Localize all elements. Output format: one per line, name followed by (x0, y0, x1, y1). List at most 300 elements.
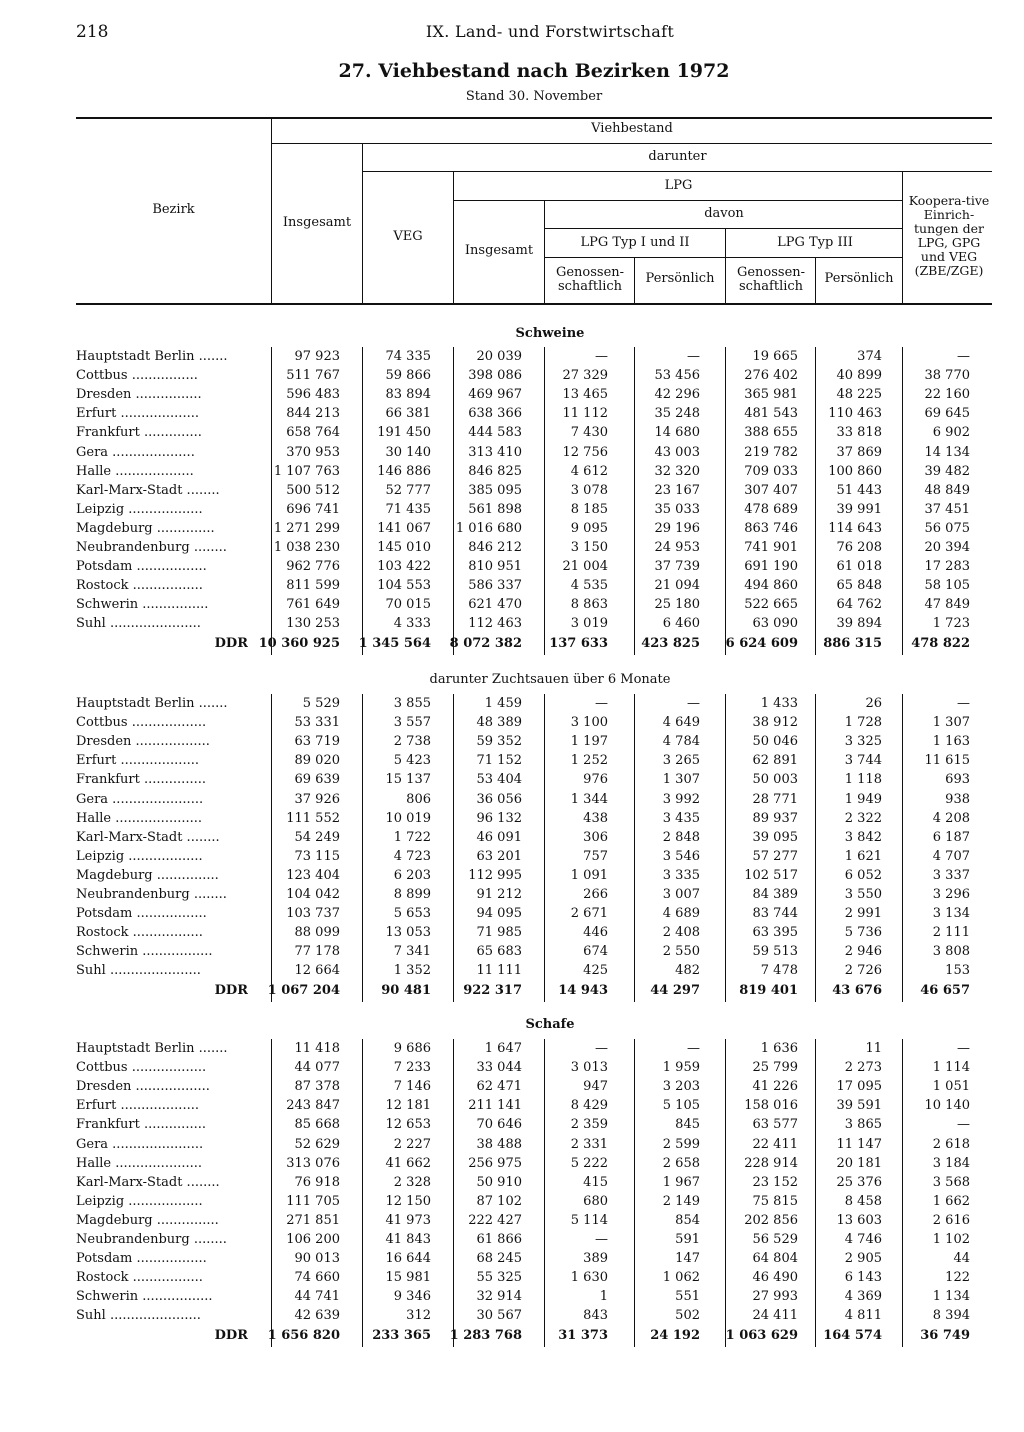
table-row (0, 1251, 1024, 1270)
cell-value: 806 (406, 791, 431, 807)
cell-value: 76 918 (294, 1174, 340, 1190)
cell-value: 222 427 (468, 1212, 522, 1228)
cell-value: 8 072 382 (449, 635, 522, 651)
cell-value: 2 550 (662, 944, 700, 960)
cell-value: 1 283 768 (449, 1327, 522, 1343)
cell-value: — (595, 349, 608, 364)
cell-value: 591 (675, 1232, 700, 1247)
cell-value: 1 118 (844, 772, 882, 788)
cell-value: 276 402 (744, 368, 798, 384)
cell-value: 596 483 (286, 387, 340, 403)
cell-value: 12 181 (385, 1098, 431, 1114)
cell-value: 36 056 (476, 791, 522, 807)
cell-value: 44 (953, 1251, 970, 1267)
cell-value: 313 076 (286, 1155, 340, 1171)
bezirk-name: Cottbus ................ (76, 368, 198, 384)
cell-value: 313 410 (468, 444, 522, 460)
cell-value: 271 851 (286, 1212, 340, 1228)
cell-value: 9 095 (570, 520, 608, 536)
table-row (0, 868, 1024, 887)
cell-value: 5 736 (844, 925, 882, 941)
table-row (0, 425, 1024, 444)
cell-value: 36 749 (920, 1327, 970, 1343)
cell-value: 2 671 (570, 906, 608, 922)
cell-value: 71 152 (476, 753, 522, 769)
cell-value: 7 478 (760, 963, 798, 979)
table-row (0, 1098, 1024, 1117)
cell-value: 42 296 (654, 387, 700, 403)
cell-value: 31 373 (558, 1327, 608, 1343)
cell-value: 23 167 (654, 482, 700, 498)
cell-value: 87 378 (294, 1079, 340, 1095)
cell-value: 83 744 (752, 906, 798, 922)
cell-value: 11 147 (836, 1136, 882, 1152)
cell-value: 843 (583, 1308, 608, 1324)
cell-value: 1 959 (662, 1060, 700, 1076)
cell-value: 103 422 (377, 559, 431, 575)
cell-value: 658 764 (286, 425, 340, 441)
cell-value: 53 456 (654, 368, 700, 384)
cell-value: 59 513 (752, 944, 798, 960)
cell-value: 561 898 (468, 501, 522, 517)
cell-value: 59 866 (385, 368, 431, 384)
cell-value: 21 004 (562, 559, 608, 575)
cell-value: 38 488 (476, 1136, 522, 1152)
bezirk-name: Leipzig .................. (76, 501, 203, 517)
cell-value: 3 013 (570, 1060, 608, 1076)
cell-value: 50 046 (752, 734, 798, 750)
table-row (0, 1232, 1024, 1251)
cell-value: 8 458 (844, 1193, 882, 1209)
cell-value: 89 020 (294, 753, 340, 769)
cell-value: 2 227 (393, 1136, 431, 1152)
cell-value: 8 899 (393, 887, 431, 902)
cell-value: 846 212 (468, 540, 522, 555)
cell-value: 444 583 (468, 425, 522, 441)
cell-value: 41 843 (385, 1232, 431, 1247)
cell-value: 3 337 (932, 867, 970, 883)
cell-value: 863 746 (744, 520, 798, 536)
cell-value: 3 435 (662, 810, 700, 826)
cell-value: 11 418 (294, 1041, 340, 1056)
cell-value: 446 (583, 925, 608, 941)
bezirk-name: Dresden .................. (76, 1079, 210, 1095)
table-row (0, 464, 1024, 483)
cell-value: 24 411 (752, 1308, 798, 1324)
cell-value: 23 152 (752, 1174, 798, 1190)
header-rule-lpg (454, 200, 903, 201)
cell-value: 33 818 (836, 425, 882, 441)
cell-value: 1 344 (570, 791, 608, 807)
cell-value: 962 776 (286, 559, 340, 575)
cell-value: 551 (675, 1289, 700, 1305)
table-row (0, 715, 1024, 734)
cell-value: 1 107 763 (273, 463, 340, 479)
table-row (0, 616, 1024, 635)
cell-value: 4 784 (662, 734, 700, 750)
cell-value: 1 197 (570, 734, 608, 750)
cell-value: 4 746 (844, 1232, 882, 1247)
cell-value: 1 636 (760, 1041, 798, 1056)
cell-value: 6 143 (844, 1270, 882, 1286)
cell-value: 62 471 (476, 1079, 522, 1095)
bezirk-name: Frankfurt ............... (76, 772, 206, 788)
cell-value: 96 132 (476, 810, 522, 826)
bezirk-name: Halle ..................... (76, 810, 203, 826)
cell-value: 1 722 (393, 829, 431, 845)
cell-value: 35 248 (654, 406, 700, 422)
cell-value: 2 331 (570, 1136, 608, 1152)
cell-value: 15 981 (385, 1270, 431, 1286)
cell-value: 11 615 (924, 753, 970, 769)
bezirk-name: Erfurt ................... (76, 1098, 199, 1114)
cell-value: 21 094 (654, 578, 700, 594)
table-row (0, 521, 1024, 540)
cell-value: 89 937 (752, 810, 798, 826)
col-header-veg: VEG (393, 229, 423, 244)
cell-value: 71 435 (385, 501, 431, 517)
table-row (0, 1194, 1024, 1213)
table-row (0, 368, 1024, 387)
bezirk-name: Leipzig .................. (76, 1193, 203, 1209)
cell-value: 46 091 (476, 829, 522, 845)
cell-value: 52 777 (385, 482, 431, 498)
cell-value: 37 869 (836, 444, 882, 460)
cell-value: 123 404 (286, 867, 340, 883)
cell-value: 1 728 (844, 715, 882, 731)
cell-value: 25 799 (752, 1060, 798, 1076)
cell-value: 2 273 (844, 1060, 882, 1076)
header-rule-viehbestand (272, 143, 992, 144)
bezirk-name: Frankfurt ............... (76, 1117, 206, 1133)
cell-value: 1 102 (932, 1232, 970, 1247)
cell-value: 62 891 (752, 753, 798, 769)
table-row (0, 1117, 1024, 1136)
cell-value: 7 233 (393, 1060, 431, 1076)
cell-value: 40 899 (836, 368, 882, 384)
cell-value: 30 140 (385, 444, 431, 460)
cell-value: 110 463 (828, 406, 882, 422)
table-row (0, 483, 1024, 502)
cell-value: 44 741 (294, 1289, 340, 1305)
table-row (0, 1213, 1024, 1232)
cell-value: 811 599 (286, 578, 340, 594)
table-row (0, 906, 1024, 925)
cell-value: 1 967 (662, 1174, 700, 1190)
cell-value: 46 657 (920, 982, 970, 998)
cell-value: 4 612 (570, 463, 608, 479)
cell-value: 65 683 (476, 944, 522, 960)
cell-value: 586 337 (468, 578, 522, 594)
cell-value: 1 051 (932, 1079, 970, 1095)
cell-value: 63 201 (476, 848, 522, 864)
cell-value: 41 226 (752, 1079, 798, 1095)
cell-value: 2 991 (844, 906, 882, 922)
cell-value: 141 067 (377, 520, 431, 536)
cell-value: 502 (675, 1308, 700, 1324)
cell-value: 68 245 (476, 1251, 522, 1267)
header-rule-darunter (363, 171, 992, 172)
cell-value: 6 052 (844, 867, 882, 883)
cell-value: 103 737 (286, 906, 340, 922)
cell-value: 32 914 (476, 1289, 522, 1305)
cell-value: 48 225 (836, 387, 882, 403)
cell-value: 4 689 (662, 906, 700, 922)
cell-value: 39 991 (836, 501, 882, 517)
cell-value: — (957, 1117, 970, 1133)
cell-value: 48 849 (924, 482, 970, 498)
cell-value: 500 512 (286, 482, 340, 498)
cell-value: 10 019 (385, 810, 431, 826)
table-row (0, 811, 1024, 830)
bezirk-name: Potsdam ................. (76, 906, 207, 922)
cell-value: 114 643 (828, 520, 882, 536)
cell-value: — (957, 696, 970, 711)
cell-value: 30 567 (476, 1308, 522, 1324)
cell-value: 741 901 (744, 540, 798, 555)
cell-value: 90 481 (381, 982, 431, 998)
cell-value: 2 359 (570, 1117, 608, 1133)
cell-value: 4 723 (393, 848, 431, 864)
cell-value: 8 863 (570, 597, 608, 613)
cell-value: 76 208 (836, 540, 882, 555)
cell-value: 33 044 (476, 1060, 522, 1076)
table-row (0, 925, 1024, 944)
col-header-typ3-genossen: Genossen-schaftlich (736, 265, 806, 294)
cell-value: — (595, 1041, 608, 1056)
cell-value: 1 352 (393, 963, 431, 979)
cell-value: 53 404 (476, 772, 522, 788)
bezirk-name: Schwerin ................. (76, 1289, 213, 1305)
cell-value: 137 633 (549, 635, 608, 651)
cell-value: 20 181 (836, 1155, 882, 1171)
cell-value: 20 039 (476, 349, 522, 364)
cell-value: 42 639 (294, 1308, 340, 1324)
cell-value: 1 630 (570, 1270, 608, 1286)
cell-value: 100 860 (828, 463, 882, 479)
cell-value: 24 192 (650, 1327, 700, 1343)
bezirk-name: Potsdam ................. (76, 559, 207, 575)
cell-value: 53 331 (294, 715, 340, 731)
cell-value: 4 649 (662, 715, 700, 731)
cell-value: 3 134 (932, 906, 970, 922)
col-header-typ3: LPG Typ III (777, 235, 853, 250)
cell-value: 158 016 (744, 1098, 798, 1114)
cell-value: 27 993 (752, 1289, 798, 1305)
cell-value: 19 665 (752, 349, 798, 364)
cell-value: 90 013 (294, 1251, 340, 1267)
cell-value: 478 689 (744, 501, 798, 517)
cell-value: 922 317 (463, 982, 522, 998)
bezirk-name: Karl-Marx-Stadt ........ (76, 482, 220, 498)
bezirk-name: Gera ...................... (76, 1136, 204, 1152)
cell-value: 3 855 (393, 696, 431, 711)
bezirk-name: DDR (214, 635, 248, 651)
cell-value: 761 649 (286, 597, 340, 613)
cell-value: 91 212 (476, 887, 522, 902)
cell-value: 12 150 (385, 1193, 431, 1209)
cell-value: 35 033 (654, 501, 700, 517)
cell-value: 398 086 (468, 368, 522, 384)
cell-value: 674 (583, 944, 608, 960)
table-row (0, 696, 1024, 715)
cell-value: 481 543 (744, 406, 798, 422)
table-row (0, 387, 1024, 406)
cell-value: 65 848 (836, 578, 882, 594)
cell-value: 52 629 (294, 1136, 340, 1152)
cell-value: 1 271 299 (273, 520, 340, 536)
cell-value: 73 115 (294, 848, 340, 864)
table-row (0, 578, 1024, 597)
col-header-lpg-insgesamt: Insgesamt (464, 243, 534, 258)
cell-value: 3 184 (932, 1155, 970, 1171)
cell-value: 55 325 (476, 1270, 522, 1286)
cell-value: 228 914 (744, 1155, 798, 1171)
cell-value: 3 019 (570, 616, 608, 632)
header-rule-davon (545, 228, 903, 229)
table-row (0, 1175, 1024, 1194)
cell-value: 56 075 (924, 520, 970, 536)
cell-value: — (595, 696, 608, 711)
cell-value: 1 621 (844, 848, 882, 864)
cell-value: 1 067 204 (267, 982, 340, 998)
cell-value: 10 360 925 (258, 635, 340, 651)
cell-value: 70 646 (476, 1117, 522, 1133)
cell-value: 243 847 (286, 1098, 340, 1114)
cell-value: 2 408 (662, 925, 700, 941)
cell-value: 3 992 (662, 791, 700, 807)
cell-value: 25 180 (654, 597, 700, 613)
cell-value: 976 (583, 772, 608, 788)
cell-value: 20 394 (924, 540, 970, 555)
cell-value: 3 335 (662, 867, 700, 883)
bezirk-name: Cottbus .................. (76, 1060, 207, 1076)
cell-value: 3 296 (932, 887, 970, 902)
cell-value: — (687, 349, 700, 364)
cell-value: 1 016 680 (455, 520, 522, 536)
bezirk-name: Halle ................... (76, 463, 194, 479)
cell-value: 2 618 (932, 1136, 970, 1152)
cell-value: 85 668 (294, 1117, 340, 1133)
col-header-lpg: LPG (664, 178, 693, 193)
bezirk-name: Schwerin ................. (76, 944, 213, 960)
bezirk-name: Magdeburg .............. (76, 520, 215, 536)
header-vrule-1 (271, 118, 272, 304)
cell-value: 15 137 (385, 772, 431, 788)
cell-value: 8 185 (570, 501, 608, 517)
cell-value: 5 222 (570, 1155, 608, 1171)
cell-value: 6 203 (393, 867, 431, 883)
cell-value: 58 105 (924, 578, 970, 594)
table-row (0, 502, 1024, 521)
table-row (0, 887, 1024, 906)
cell-value: 2 322 (844, 810, 882, 826)
col-header-typ12: LPG Typ I und II (580, 235, 690, 250)
cell-value: 2 149 (662, 1193, 700, 1209)
cell-value: 44 297 (650, 982, 700, 998)
cell-value: 388 655 (744, 425, 798, 441)
cell-value: 845 (675, 1117, 700, 1133)
cell-value: 638 366 (468, 406, 522, 422)
table-row (0, 1308, 1024, 1327)
cell-value: 3 550 (844, 887, 882, 902)
table-subtitle: Stand 30. November (465, 89, 603, 104)
cell-value: 370 953 (286, 444, 340, 460)
cell-value: 87 102 (476, 1193, 522, 1209)
table-row (0, 406, 1024, 425)
cell-value: 1 163 (932, 734, 970, 750)
cell-value: 191 450 (377, 425, 431, 441)
bezirk-name: Gera ...................... (76, 791, 204, 807)
total-row (0, 983, 1024, 1002)
cell-value: 6 187 (932, 829, 970, 845)
cell-value: 112 463 (468, 616, 522, 632)
bezirk-name: DDR (214, 1327, 248, 1343)
section-title: Schweine (515, 326, 585, 341)
cell-value: 3 203 (662, 1079, 700, 1095)
cell-value: 54 249 (294, 829, 340, 845)
cell-value: 39 482 (924, 463, 970, 479)
col-header-bezirk: Bezirk (152, 202, 195, 217)
cell-value: 9 686 (393, 1041, 431, 1056)
cell-value: 312 (406, 1308, 431, 1324)
cell-value: 4 811 (844, 1308, 882, 1324)
cell-value: 3 325 (844, 734, 882, 750)
cell-value: 2 599 (662, 1136, 700, 1152)
cell-value: 306 (583, 829, 608, 845)
cell-value: 3 568 (932, 1174, 970, 1190)
col-header-darunter: darunter (648, 149, 707, 164)
table-row (0, 753, 1024, 772)
bezirk-name: Dresden ................ (76, 387, 202, 403)
cell-value: 1 345 564 (358, 635, 431, 651)
cell-value: 145 010 (377, 540, 431, 555)
section-title: Schafe (525, 1017, 575, 1032)
cell-value: — (687, 1041, 700, 1056)
cell-value: 12 756 (562, 444, 608, 460)
table-row (0, 1079, 1024, 1098)
cell-value: 17 095 (836, 1079, 882, 1095)
cell-value: 438 (583, 810, 608, 826)
bezirk-name: Hauptstadt Berlin ....... (76, 1041, 228, 1056)
cell-value: 14 134 (924, 444, 970, 460)
cell-value: 64 762 (836, 597, 882, 613)
cell-value: 11 (865, 1041, 882, 1056)
cell-value: 3 842 (844, 829, 882, 845)
cell-value: 846 825 (468, 463, 522, 479)
cell-value: 9 346 (393, 1289, 431, 1305)
cell-value: 48 389 (476, 715, 522, 731)
cell-value: 5 423 (393, 753, 431, 769)
cell-value: 7 146 (393, 1079, 431, 1095)
cell-value: 97 923 (294, 349, 340, 364)
table-row (0, 445, 1024, 464)
cell-value: 1 114 (932, 1060, 970, 1076)
cell-value: 25 376 (836, 1174, 882, 1190)
cell-value: 51 443 (836, 482, 882, 498)
cell-value: 39 591 (836, 1098, 882, 1114)
bezirk-name: Halle ..................... (76, 1155, 203, 1171)
cell-value: 2 738 (393, 734, 431, 750)
header-top-rule (76, 117, 992, 119)
cell-value: 1 662 (932, 1193, 970, 1209)
bezirk-name: Magdeburg ............... (76, 867, 219, 883)
cell-value: 680 (583, 1193, 608, 1209)
cell-value: 854 (675, 1212, 700, 1228)
table-title: 27. Viehbestand nach Bezirken 1972 (338, 60, 730, 82)
cell-value: 8 429 (570, 1098, 608, 1114)
col-header-viehbestand: Viehbestand (591, 121, 673, 136)
